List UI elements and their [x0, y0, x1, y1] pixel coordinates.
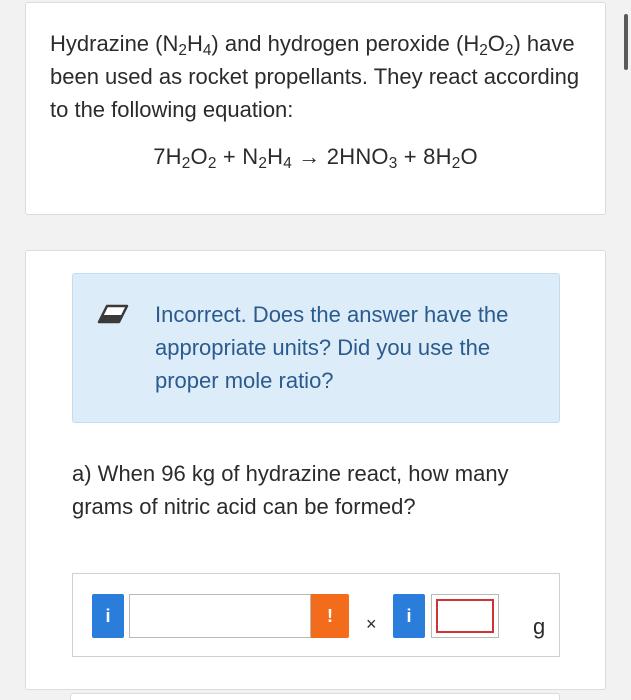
next-question-card [70, 693, 560, 700]
question-card [25, 250, 606, 690]
answer-value-input[interactable] [129, 594, 311, 638]
feedback-message: Incorrect. Does the answer have the appropriate units? Did you use the proper mole ratio? [155, 302, 509, 393]
feedback-box [72, 273, 560, 423]
scrollbar[interactable] [622, 0, 631, 700]
scrollbar-thumb[interactable] [624, 14, 628, 70]
warning-icon-button[interactable]: ! [311, 594, 349, 638]
problem-statement-card [25, 2, 606, 215]
question-text: a) When 96 kg of hydrazine react, how many grams of nitric acid can be formed? [72, 461, 509, 519]
chemical-equation: $7H_2O_2 + N_2H_4 \to 2HNO_3 + 8H_2O$ [153, 144, 478, 172]
problem-statement-text: Hydrazine $(N_2H_4)$ and hydrogen peroxide $(H_2O_2)$ have been used as rocket propellants. They react according to the following equation: [50, 31, 580, 122]
exponent-input[interactable] [431, 594, 499, 638]
value-info-button[interactable]: i [92, 594, 124, 638]
exponent-error-outline [436, 599, 494, 633]
answer-input-group [72, 573, 560, 657]
unit-label: g [533, 614, 546, 639]
pencil-icon [97, 304, 129, 324]
times-symbol: × [366, 614, 377, 634]
exponent-info-button[interactable]: i [393, 594, 425, 638]
